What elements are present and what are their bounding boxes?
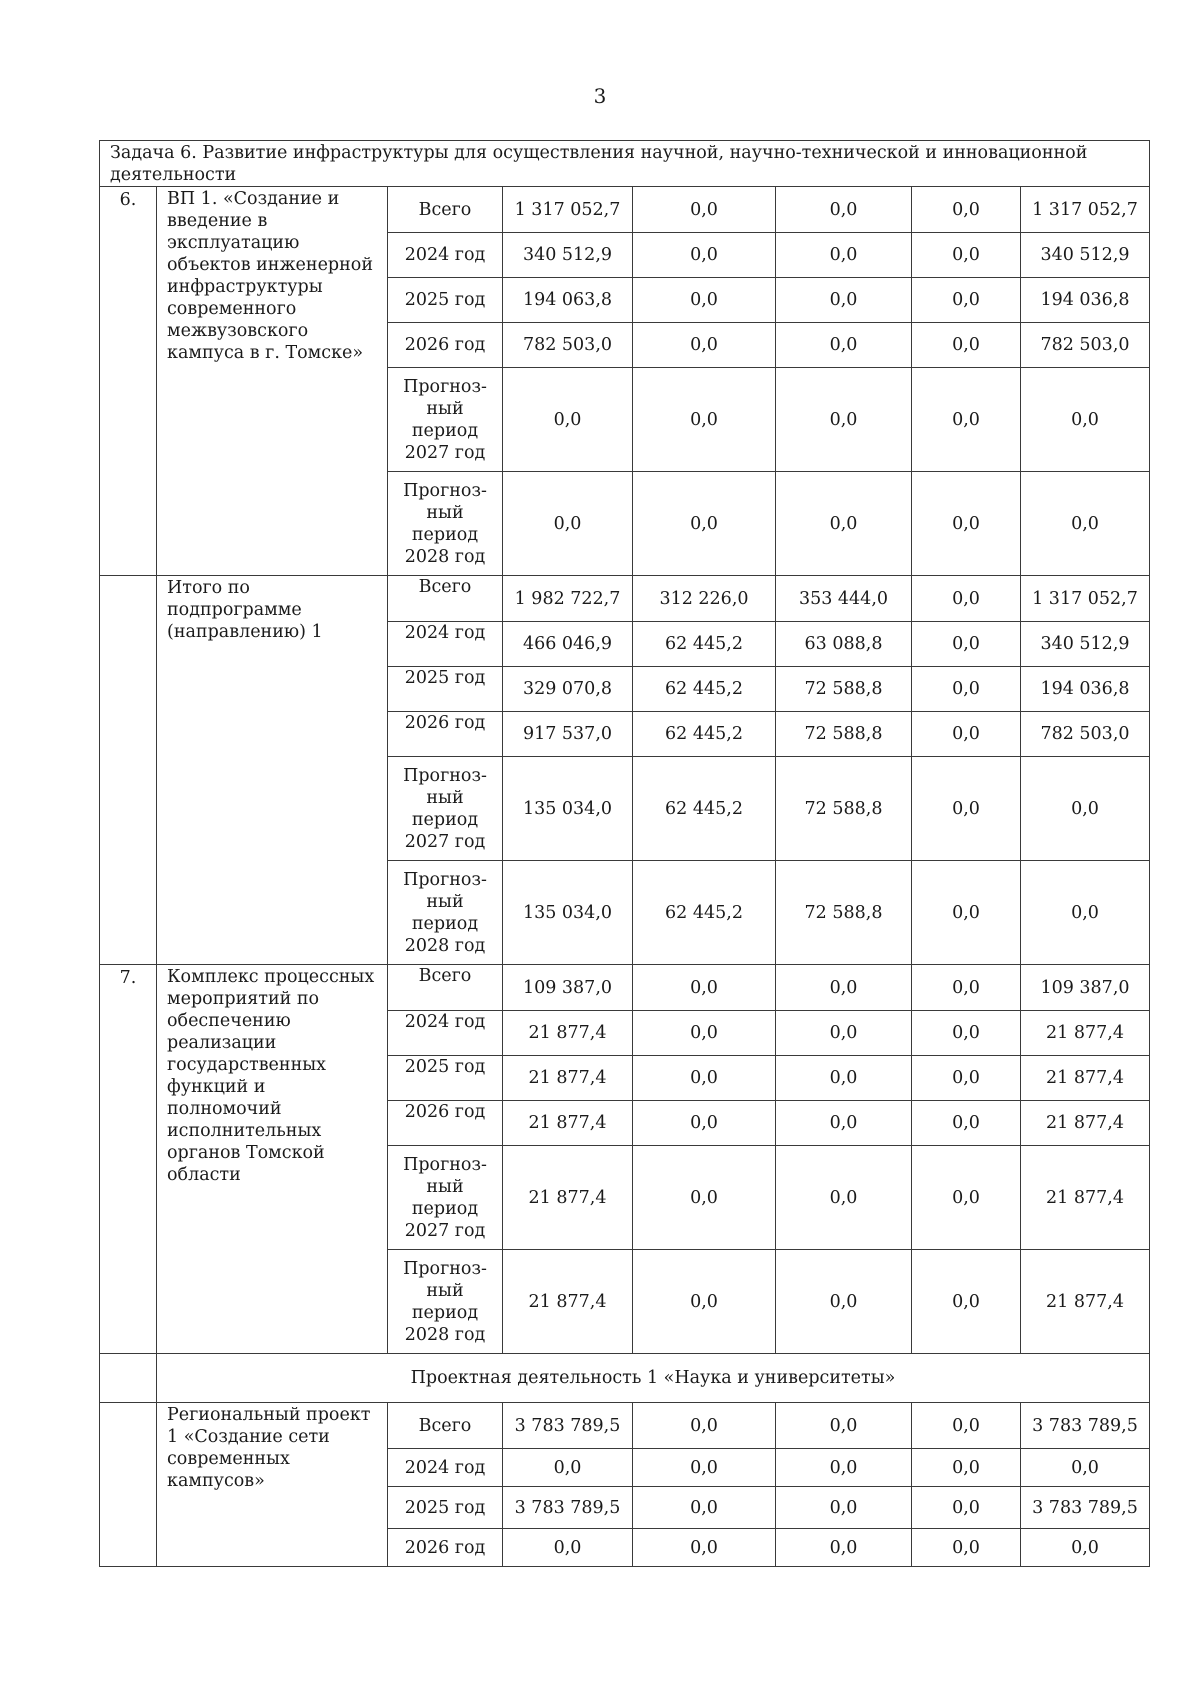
section-index-cell (100, 1354, 157, 1403)
fed-value: 62 445,2 (633, 667, 776, 712)
other-value: 0,0 (1021, 1529, 1150, 1567)
fed-value: 0,0 (633, 1056, 776, 1101)
fed-value: 0,0 (633, 187, 776, 233)
fed-value: 0,0 (633, 472, 776, 576)
region-value: 353 444,0 (776, 576, 912, 622)
region-value: 72 588,8 (776, 861, 912, 965)
table-body (100, 141, 1150, 1567)
total-value: 109 387,0 (503, 965, 633, 1011)
other-value: 340 512,9 (1021, 233, 1150, 278)
other-value: 0,0 (1021, 1449, 1150, 1487)
local-value: 0,0 (912, 233, 1021, 278)
funding-table (99, 140, 1150, 1567)
period-cell: 2025 год (388, 1056, 503, 1101)
period-cell: 2026 год (388, 1529, 503, 1567)
local-value: 0,0 (912, 1250, 1021, 1354)
fed-value: 0,0 (633, 233, 776, 278)
period-cell: Прогноз-ный период 2027 год (388, 757, 503, 861)
row-name: ВП 1. «Создание и введение в эксплуатацию объектов инженерной инфраструктуры современного межвузовского кампуса в г. Томске» (157, 187, 388, 576)
other-value: 21 877,4 (1021, 1250, 1150, 1354)
other-value: 0,0 (1021, 861, 1150, 965)
region-value: 0,0 (776, 278, 912, 323)
other-value: 3 783 789,5 (1021, 1487, 1150, 1529)
local-value: 0,0 (912, 1487, 1021, 1529)
region-value: 0,0 (776, 323, 912, 368)
region-value: 0,0 (776, 1250, 912, 1354)
other-value: 1 317 052,7 (1021, 576, 1150, 622)
other-value: 194 036,8 (1021, 667, 1150, 712)
region-value: 0,0 (776, 187, 912, 233)
other-value: 0,0 (1021, 368, 1150, 472)
task-row (100, 141, 1150, 187)
fed-value: 0,0 (633, 1529, 776, 1567)
local-value: 0,0 (912, 712, 1021, 757)
region-value: 0,0 (776, 233, 912, 278)
total-value: 135 034,0 (503, 861, 633, 965)
section-title: Проектная деятельность 1 «Наука и университеты» (157, 1354, 1150, 1403)
other-value: 109 387,0 (1021, 965, 1150, 1011)
period-cell: Прогноз-ный период 2028 год (388, 861, 503, 965)
region-value: 63 088,8 (776, 622, 912, 667)
total-value: 194 063,8 (503, 278, 633, 323)
other-value: 0,0 (1021, 472, 1150, 576)
region-value: 0,0 (776, 1056, 912, 1101)
section-row (100, 1354, 1150, 1403)
local-value: 0,0 (912, 323, 1021, 368)
total-value: 21 877,4 (503, 1011, 633, 1056)
table-row (100, 965, 1150, 1011)
region-value: 0,0 (776, 1449, 912, 1487)
period-cell: Всего (388, 576, 503, 622)
total-value: 3 783 789,5 (503, 1403, 633, 1449)
local-value: 0,0 (912, 278, 1021, 323)
region-value: 0,0 (776, 472, 912, 576)
row-name: Комплекс процессных мероприятий по обеспечению реализации государственных функций и полномочий исполнительных органов Томской области (157, 965, 388, 1354)
fed-value: 0,0 (633, 1146, 776, 1250)
region-value: 0,0 (776, 1101, 912, 1146)
row-index: 7. (100, 965, 157, 1354)
local-value: 0,0 (912, 1011, 1021, 1056)
other-value: 0,0 (1021, 757, 1150, 861)
total-value: 21 877,4 (503, 1101, 633, 1146)
other-value: 194 036,8 (1021, 278, 1150, 323)
local-value: 0,0 (912, 368, 1021, 472)
total-value: 0,0 (503, 1449, 633, 1487)
fed-value: 0,0 (633, 368, 776, 472)
period-cell: 2025 год (388, 667, 503, 712)
fed-value: 0,0 (633, 323, 776, 368)
fed-value: 0,0 (633, 1101, 776, 1146)
fed-value: 0,0 (633, 1487, 776, 1529)
total-value: 1 982 722,7 (503, 576, 633, 622)
row-index (100, 576, 157, 965)
other-value: 21 877,4 (1021, 1056, 1150, 1101)
other-value: 3 783 789,5 (1021, 1403, 1150, 1449)
total-value: 0,0 (503, 1529, 633, 1567)
local-value: 0,0 (912, 757, 1021, 861)
local-value: 0,0 (912, 1101, 1021, 1146)
total-value: 0,0 (503, 368, 633, 472)
period-cell: Прогноз-ный период 2028 год (388, 1250, 503, 1354)
table-row (100, 1403, 1150, 1449)
local-value: 0,0 (912, 1146, 1021, 1250)
total-value: 340 512,9 (503, 233, 633, 278)
row-name: Итого по подпрограмме (направлению) 1 (157, 576, 388, 965)
total-value: 3 783 789,5 (503, 1487, 633, 1529)
table-row (100, 187, 1150, 233)
fed-value: 0,0 (633, 278, 776, 323)
fed-value: 62 445,2 (633, 622, 776, 667)
total-value: 782 503,0 (503, 323, 633, 368)
page-number: 3 (593, 84, 607, 108)
other-value: 340 512,9 (1021, 622, 1150, 667)
period-cell: Всего (388, 187, 503, 233)
fed-value: 312 226,0 (633, 576, 776, 622)
fed-value: 0,0 (633, 1403, 776, 1449)
fed-value: 62 445,2 (633, 861, 776, 965)
region-value: 72 588,8 (776, 712, 912, 757)
other-value: 782 503,0 (1021, 323, 1150, 368)
other-value: 21 877,4 (1021, 1101, 1150, 1146)
region-value: 0,0 (776, 1146, 912, 1250)
other-value: 782 503,0 (1021, 712, 1150, 757)
local-value: 0,0 (912, 965, 1021, 1011)
fed-value: 0,0 (633, 1011, 776, 1056)
local-value: 0,0 (912, 622, 1021, 667)
period-cell: 2026 год (388, 323, 503, 368)
total-value: 21 877,4 (503, 1056, 633, 1101)
period-cell: 2024 год (388, 233, 503, 278)
fed-value: 0,0 (633, 965, 776, 1011)
local-value: 0,0 (912, 472, 1021, 576)
period-cell: Прогноз-ный период 2028 год (388, 472, 503, 576)
local-value: 0,0 (912, 576, 1021, 622)
fed-value: 0,0 (633, 1449, 776, 1487)
region-value: 0,0 (776, 368, 912, 472)
period-cell: Прогноз-ный период 2027 год (388, 368, 503, 472)
row-index (100, 1403, 157, 1567)
region-value: 72 588,8 (776, 757, 912, 861)
fed-value: 62 445,2 (633, 757, 776, 861)
region-value: 72 588,8 (776, 667, 912, 712)
fed-value: 0,0 (633, 1250, 776, 1354)
other-value: 21 877,4 (1021, 1146, 1150, 1250)
other-value: 1 317 052,7 (1021, 187, 1150, 233)
period-cell: 2025 год (388, 278, 503, 323)
table-row (100, 576, 1150, 622)
period-cell: 2024 год (388, 1011, 503, 1056)
period-cell: Всего (388, 965, 503, 1011)
row-index: 6. (100, 187, 157, 576)
region-value: 0,0 (776, 1529, 912, 1567)
row-name: Региональный проект 1 «Создание сети современных кампусов» (157, 1403, 388, 1567)
period-cell: 2024 год (388, 1449, 503, 1487)
local-value: 0,0 (912, 667, 1021, 712)
total-value: 0,0 (503, 472, 633, 576)
total-value: 135 034,0 (503, 757, 633, 861)
total-value: 329 070,8 (503, 667, 633, 712)
period-cell: 2026 год (388, 1101, 503, 1146)
total-value: 1 317 052,7 (503, 187, 633, 233)
total-value: 466 046,9 (503, 622, 633, 667)
region-value: 0,0 (776, 965, 912, 1011)
local-value: 0,0 (912, 1056, 1021, 1101)
period-cell: 2025 год (388, 1487, 503, 1529)
local-value: 0,0 (912, 861, 1021, 965)
other-value: 21 877,4 (1021, 1011, 1150, 1056)
fed-value: 62 445,2 (633, 712, 776, 757)
region-value: 0,0 (776, 1011, 912, 1056)
period-cell: Прогноз-ный период 2027 год (388, 1146, 503, 1250)
local-value: 0,0 (912, 187, 1021, 233)
local-value: 0,0 (912, 1449, 1021, 1487)
region-value: 0,0 (776, 1487, 912, 1529)
local-value: 0,0 (912, 1403, 1021, 1449)
total-value: 917 537,0 (503, 712, 633, 757)
total-value: 21 877,4 (503, 1250, 633, 1354)
period-cell: 2026 год (388, 712, 503, 757)
region-value: 0,0 (776, 1403, 912, 1449)
local-value: 0,0 (912, 1529, 1021, 1567)
total-value: 21 877,4 (503, 1146, 633, 1250)
task-title: Задача 6. Развитие инфраструктуры для осуществления научной, научно-технической и инновационной деятельности (100, 141, 1150, 187)
period-cell: Всего (388, 1403, 503, 1449)
period-cell: 2024 год (388, 622, 503, 667)
